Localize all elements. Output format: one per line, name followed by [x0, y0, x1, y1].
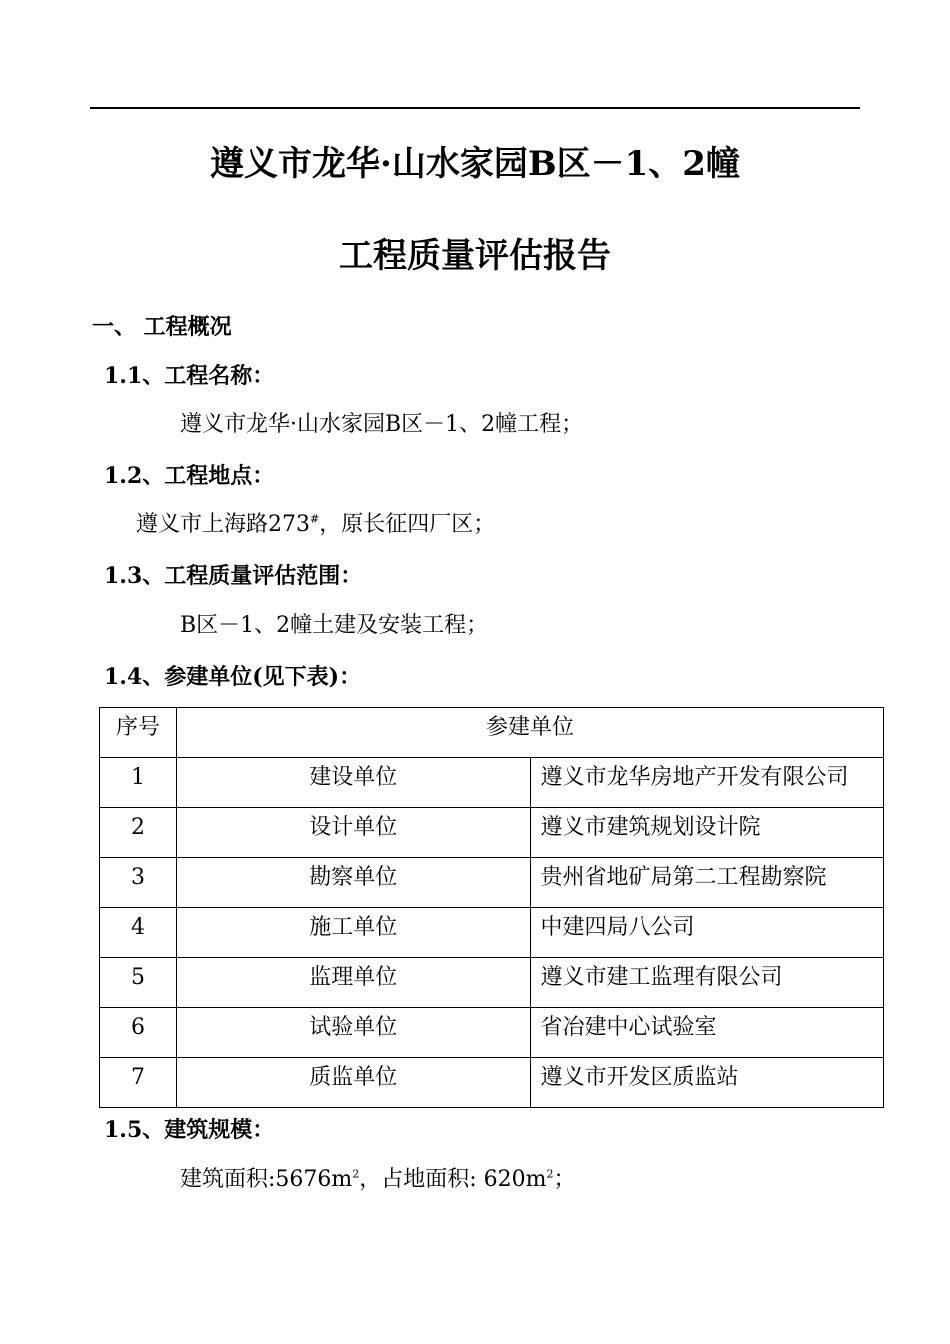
table-row [100, 908, 884, 958]
land-area-superscript: 2 [546, 1167, 554, 1181]
section-1-5-text [180, 1166, 576, 1194]
row-role: 监理单位 [177, 958, 531, 1008]
header-rule [90, 107, 860, 109]
section-1-2-heading: 1.2、工程地点： [104, 463, 275, 489]
location-superscript: # [310, 512, 320, 526]
row-unit-name: 省冶建中心试验室 [530, 1008, 884, 1058]
row-no: 5 [100, 958, 177, 1008]
building-area-superscript: 2 [352, 1167, 360, 1181]
row-role: 勘察单位 [177, 858, 531, 908]
section-1-5-heading: 1.5、建筑规模： [104, 1117, 275, 1143]
row-unit-name: 遵义市建筑规划设计院 [530, 808, 884, 858]
row-unit-name: 中建四局八公司 [530, 908, 884, 958]
table-header-row [100, 708, 884, 758]
row-role: 建设单位 [177, 758, 531, 808]
row-unit-name: 遵义市龙华房地产开发有限公司 [530, 758, 884, 808]
section-1-1-text: 遵义市龙华·山水家园B区－1、2幢工程； [180, 412, 584, 437]
section-1-4-heading: 1.4、参建单位(见下表)： [104, 664, 362, 690]
land-area-text: ，占地面积: 620m [359, 1167, 547, 1192]
row-unit-name: 贵州省地矿局第二工程勘察院 [530, 858, 884, 908]
row-no: 6 [100, 1008, 177, 1058]
location-text-suffix: ，原长征四厂区； [319, 512, 496, 537]
building-area-text: 建筑面积:5676m [180, 1167, 353, 1192]
report-title-line-2: 工程质量评估报告 [339, 236, 611, 276]
section-1-2-text [136, 511, 495, 539]
table-header-no: 序号 [100, 708, 177, 758]
row-no: 3 [100, 858, 177, 908]
section-1-3-heading: 1.3、工程质量评估范围： [104, 563, 363, 589]
row-unit-name: 遵义市开发区质监站 [530, 1058, 884, 1108]
table-row [100, 758, 884, 808]
row-role: 施工单位 [177, 908, 531, 958]
participating-units-table [99, 707, 884, 1108]
table-row [100, 958, 884, 1008]
row-no: 2 [100, 808, 177, 858]
row-role: 质监单位 [177, 1058, 531, 1108]
table-row [100, 808, 884, 858]
table-row [100, 1008, 884, 1058]
row-no: 1 [100, 758, 177, 808]
section-1-1-heading: 1.1、工程名称： [104, 363, 275, 389]
row-unit-name: 遵义市建工监理有限公司 [530, 958, 884, 1008]
table-header-units: 参建单位 [177, 708, 884, 758]
section-1-3-text: B区－1、2幢土建及安装工程； [180, 613, 489, 638]
row-role: 试验单位 [177, 1008, 531, 1058]
section-1-heading: 一、 工程概况 [92, 314, 232, 340]
scale-text-end: ； [553, 1167, 576, 1192]
report-title-line-1: 遵义市龙华·山水家园B区－1、2幢 [210, 144, 740, 184]
row-no: 7 [100, 1058, 177, 1108]
location-text: 遵义市上海路273 [136, 512, 310, 537]
table-row [100, 858, 884, 908]
table-row [100, 1058, 884, 1108]
row-role: 设计单位 [177, 808, 531, 858]
row-no: 4 [100, 908, 177, 958]
